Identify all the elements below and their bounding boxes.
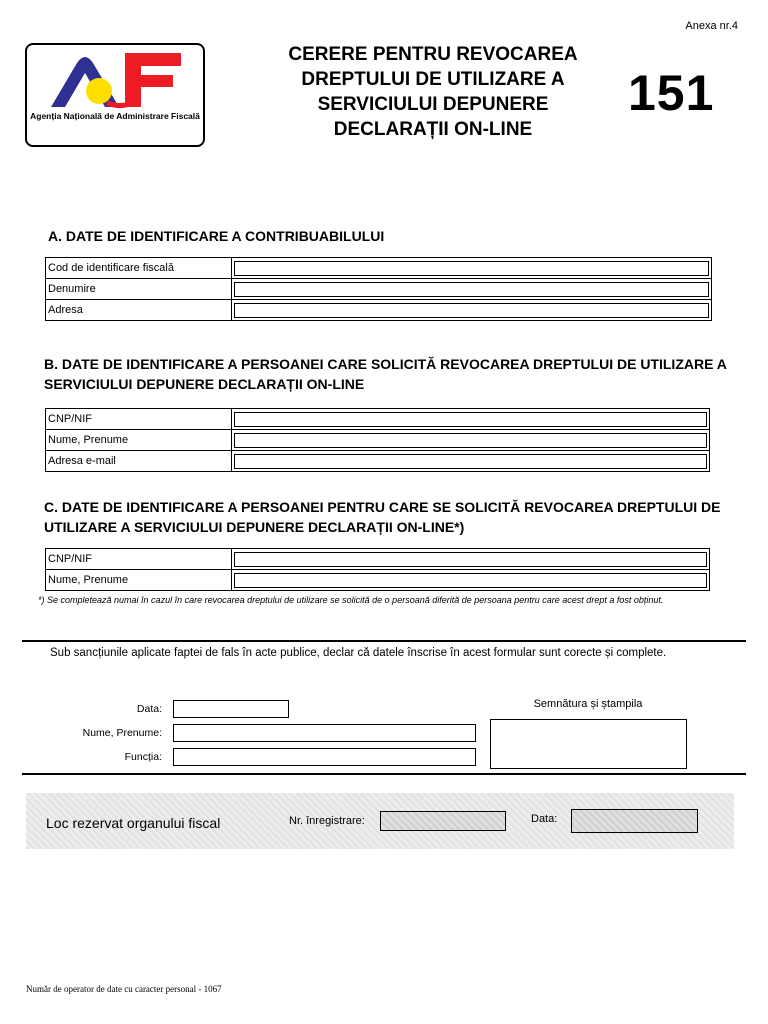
table-row (46, 451, 710, 472)
name-input[interactable] (234, 573, 707, 588)
cnp-input[interactable] (234, 412, 707, 427)
function-input[interactable] (173, 748, 476, 766)
declaration-text: Sub sancțiunile aplicate faptei de fals în acte publice, declar că datele înscrise în acest formular sunt corecte și complete. (50, 647, 667, 659)
table-row (46, 570, 710, 591)
date-input[interactable] (173, 700, 289, 718)
field-label: Denumire (46, 279, 232, 300)
heading-line: B. DATE DE IDENTIFICARE A PERSOANEI CARE SOLICITĂ REVOCAREA DREPTULUI DE UTILIZARE A (44, 356, 727, 372)
field-label: Adresa (46, 300, 232, 321)
email-input[interactable] (234, 454, 707, 469)
name-label: Nume, Prenume: (82, 727, 162, 739)
field-label: CNP/NIF (46, 409, 232, 430)
section-c-table (45, 548, 710, 591)
annex-label: Anexa nr.4 (685, 20, 738, 32)
field-label: Nume, Prenume (46, 570, 232, 591)
field-label: Adresa e-mail (46, 451, 232, 472)
section-a-heading: A. DATE DE IDENTIFICARE A CONTRIBUABILULUI (48, 228, 385, 244)
section-a-table (45, 257, 712, 321)
heading-line: UTILIZARE A SERVICIULUI DEPUNERE DECLARAȚII ON-LINE*) (44, 519, 465, 535)
reserved-date-field[interactable] (571, 809, 698, 833)
cif-input[interactable] (234, 261, 709, 276)
divider (22, 773, 746, 775)
function-label: Funcția: (124, 751, 162, 763)
reserved-label: Loc rezervat organului fiscal (46, 815, 221, 831)
date-label: Data: (136, 703, 162, 715)
cnp-input[interactable] (234, 552, 707, 567)
section-b-heading (44, 354, 727, 394)
form-title (268, 42, 598, 142)
heading-line: SERVICIULUI DEPUNERE DECLARAȚII ON-LINE (44, 376, 365, 392)
address-input[interactable] (234, 303, 709, 318)
form-number: 151 (628, 65, 715, 121)
table-row (46, 549, 710, 570)
registration-number-field[interactable] (380, 811, 506, 831)
signature-label: Semnătura și ștampila (533, 698, 643, 710)
signature-box[interactable] (490, 719, 687, 769)
fiscal-reserved-area (26, 793, 734, 849)
title-line: CERERE PENTRU REVOCAREA (288, 44, 578, 65)
title-line: DREPTULUI DE UTILIZARE A (301, 69, 565, 90)
table-row (46, 300, 712, 321)
table-row (46, 430, 710, 451)
reserved-date-label: Data: (531, 813, 558, 825)
section-b-table (45, 408, 710, 472)
operator-number-footer: Număr de operator de date cu caracter personal - 1067 (26, 984, 222, 994)
denumire-input[interactable] (234, 282, 709, 297)
title-line: SERVICIULUI DEPUNERE (317, 94, 549, 115)
field-label: Nume, Prenume (46, 430, 232, 451)
title-line: DECLARAȚII ON-LINE (333, 119, 533, 140)
name-input[interactable] (173, 724, 476, 742)
anaf-logo-icon (47, 49, 187, 109)
table-row (46, 409, 710, 430)
registration-label: Nr. înregistrare: (289, 815, 365, 827)
section-c-heading (44, 497, 720, 537)
name-input[interactable] (234, 433, 707, 448)
field-label: Cod de identificare fiscală (46, 258, 232, 279)
table-row (46, 279, 712, 300)
heading-line: C. DATE DE IDENTIFICARE A PERSOANEI PENTRU CARE SE SOLICITĂ REVOCAREA DREPTULUI DE (44, 499, 721, 515)
field-label: CNP/NIF (46, 549, 232, 570)
logo-caption: Agenția Națională de Administrare Fiscală (30, 111, 200, 121)
divider (22, 640, 746, 642)
anaf-logo (25, 43, 205, 147)
table-row (46, 258, 712, 279)
footnote: *) Se completează numai în cazul în care revocarea dreptului de utilizare se solicită de o persoană diferită de persoana pentru care acest drept a fost obținut. (38, 595, 664, 605)
